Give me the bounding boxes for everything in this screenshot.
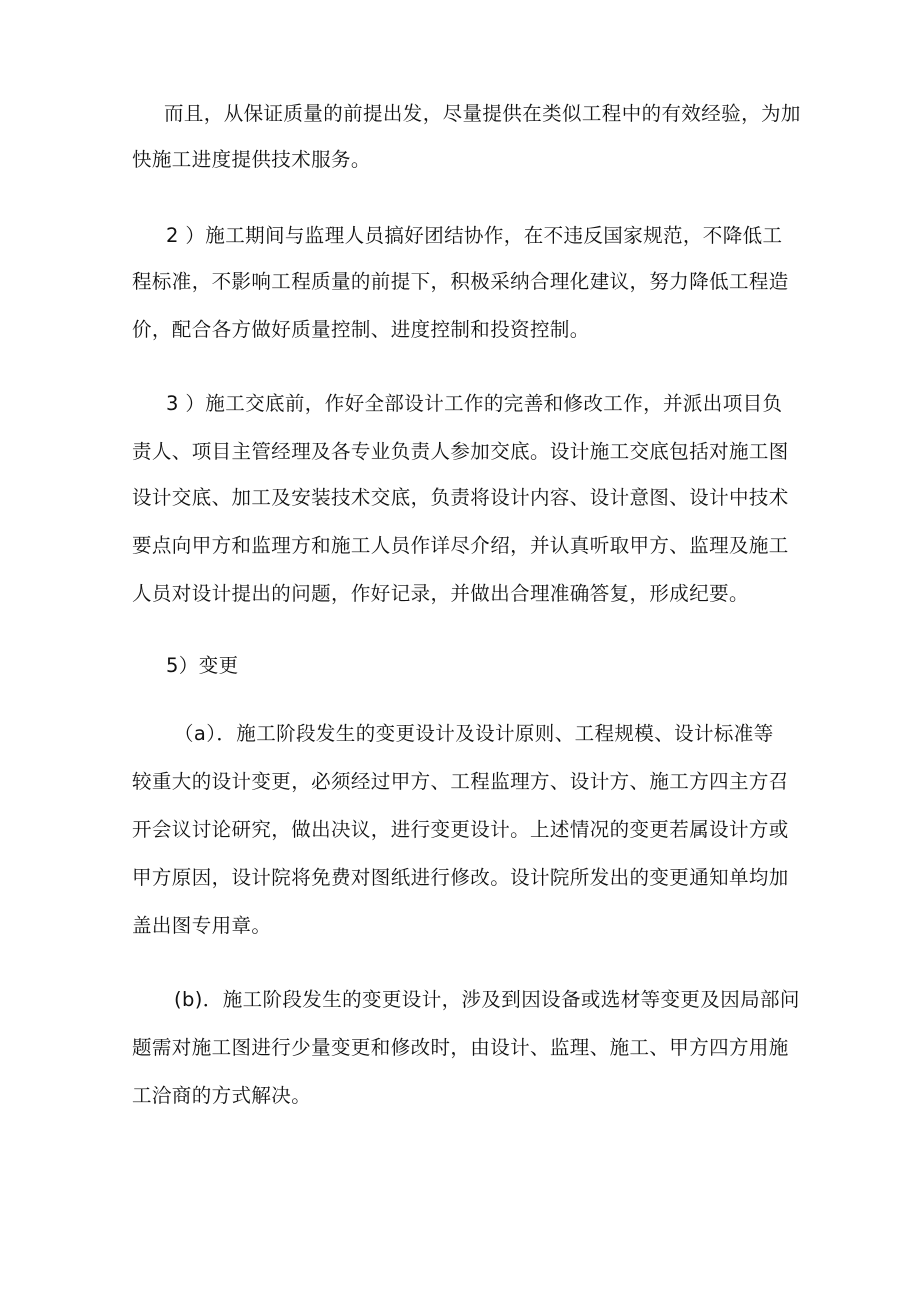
paragraph-5-line-5: 盖出图专用章。 <box>132 914 272 937</box>
paragraph-3-line-3: 设计交底、加工及安装技术交底，负责将设计内容、设计意图、设计中技术 <box>132 486 789 509</box>
paragraph-2-line-2: 程标准，不影响工程质量的前提下，积极采纳合理化建议，努力降低工程造 <box>132 270 789 293</box>
paragraph-5-line-4: 甲方原因，设计院将免费对图纸进行修改。设计院所发出的变更通知单均加 <box>132 866 789 889</box>
paragraph-3-line-4: 要点向甲方和监理方和施工人员作详尽介绍，并认真听取甲方、监理及施工 <box>132 534 789 557</box>
paragraph-6-line-3: 工洽商的方式解决。 <box>132 1084 312 1107</box>
paragraph-6-line-2: 题需对施工图进行少量变更和修改时，由设计、监理、施工、甲方四方用施 <box>132 1036 789 1059</box>
paragraph-3-line-2: 责人、项目主管经理及各专业负责人参加交底。设计施工交底包括对施工图 <box>132 440 789 463</box>
paragraph-5-line-3: 开会议讨论研究，做出决议，进行变更设计。上述情况的变更若属设计方或 <box>132 818 789 841</box>
paragraph-1-line-2: 快施工进度提供技术服务。 <box>132 148 371 171</box>
paragraph-5-line-1: （a）．施工阶段发生的变更设计及设计原则、工程规模、设计标准等 <box>174 722 774 745</box>
paragraph-2-line-3: 价，配合各方做好质量控制、进度控制和投资控制。 <box>132 318 590 341</box>
paragraph-4-line-1: 5）变更 <box>166 654 239 677</box>
paragraph-1-line-1: 而且，从保证质量的前提出发，尽量提供在类似工程中的有效经验，为加 <box>164 102 801 125</box>
paragraph-3-line-1: 3 ）施工交底前，作好全部设计工作的完善和修改工作，并派出项目负 <box>166 392 783 415</box>
paragraph-3-line-5: 人员对设计提出的问题，作好记录，并做出合理准确答复，形成纪要。 <box>132 582 749 605</box>
paragraph-6-line-1: (b)．施工阶段发生的变更设计，涉及到因设备或选材等变更及因局部问 <box>174 988 800 1011</box>
paragraph-5-line-2: 较重大的设计变更，必须经过甲方、工程监理方、设计方、施工方四主方召 <box>132 770 789 793</box>
paragraph-2-line-1: 2 ）施工期间与监理人员搞好团结协作，在不违反国家规范，不降低工 <box>166 224 783 247</box>
